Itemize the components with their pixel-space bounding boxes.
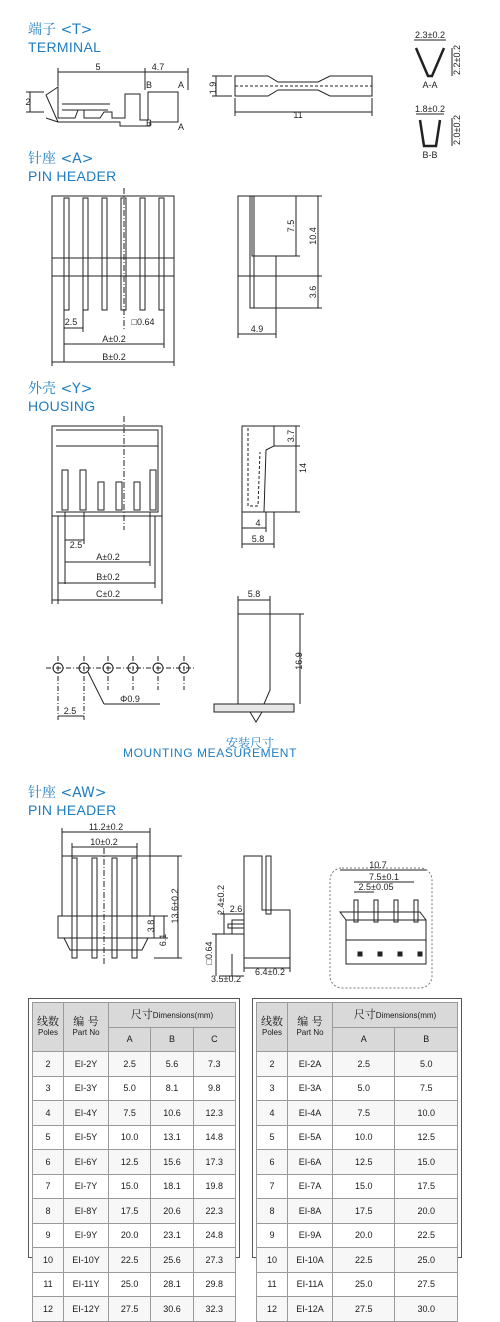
housing-side	[242, 426, 300, 548]
term-mark-a-bottom: A	[178, 122, 185, 132]
table-cell: 27.5	[333, 1297, 395, 1322]
col-part-no: 编 号 Part No	[288, 1003, 333, 1052]
mounting-title-en: MOUNTING MEASUREMENT	[123, 746, 297, 760]
table-cell: 23.1	[151, 1223, 193, 1248]
table-y-body	[33, 1052, 236, 1322]
pha-dim-sq: □0.64	[131, 317, 155, 327]
table-cell: 5.6	[151, 1052, 193, 1077]
pin-header-a-title-en: PIN HEADER	[28, 168, 117, 184]
table-row	[33, 1052, 236, 1077]
table-cell: 12	[257, 1297, 288, 1322]
table-cell: 22.5	[109, 1248, 151, 1273]
table-cell: EI-11Y	[64, 1272, 109, 1297]
table-cell: EI-7Y	[64, 1174, 109, 1199]
table-row	[257, 1125, 458, 1150]
hsg-dim-4: 4	[255, 518, 261, 528]
mnt-dim-5-8: 5.8	[247, 589, 261, 599]
table-cell: EI-2A	[288, 1052, 333, 1077]
table-cell: 8	[257, 1199, 288, 1224]
col-dimensions: 尺寸Dimensions(mm)	[109, 1003, 236, 1028]
table-cell: EI-8Y	[64, 1199, 109, 1224]
table-cell: 20.0	[333, 1223, 395, 1248]
table-cell: 20.0	[395, 1199, 458, 1224]
table-cell: 8.1	[151, 1076, 193, 1101]
table-cell: 6	[257, 1150, 288, 1175]
aw-dim-6-1: 6.1	[158, 933, 168, 947]
table-cell: 6	[33, 1150, 64, 1175]
table-cell: 7	[257, 1174, 288, 1199]
table-cell: 8	[33, 1199, 64, 1224]
table-cell: 20.6	[151, 1199, 193, 1224]
table-cell: 9.8	[193, 1076, 235, 1101]
table-a	[256, 1002, 458, 1322]
pha-dim-3-6: 3.6	[308, 285, 318, 299]
term-dim-2: 2	[25, 97, 31, 107]
table-cell: 29.8	[193, 1272, 235, 1297]
table-cell: 2	[257, 1052, 288, 1077]
mounting-side	[214, 596, 304, 722]
hsg-dim-5-8: 5.8	[251, 534, 265, 544]
hsg-dim-14: 14	[298, 462, 308, 474]
hsg-dim-a: A±0.2	[96, 552, 120, 562]
col-poles: 线数 Poles	[33, 1003, 64, 1052]
term-dim-4-7: 4.7	[151, 62, 165, 72]
table-cell: 10	[33, 1248, 64, 1273]
table-cell: 7.5	[333, 1101, 395, 1126]
aw-dim-10-7: 10.7	[369, 860, 387, 870]
table-row	[257, 1223, 458, 1248]
aw-dim-3-5: 3.5±0.2	[211, 974, 241, 984]
term-mark-b-bottom: B	[146, 118, 153, 128]
table-cell: 3	[33, 1076, 64, 1101]
bb-width: 1.8±0.2	[415, 104, 445, 114]
housing-slots	[62, 470, 156, 510]
bb-label: B-B	[422, 150, 438, 160]
table-cell: EI-10Y	[64, 1248, 109, 1273]
terminal-title-en: TERMINAL	[28, 39, 102, 55]
aw-dim-3-8: 3.8	[146, 919, 156, 933]
table-cell: EI-6Y	[64, 1150, 109, 1175]
table-cell: 17.5	[333, 1199, 395, 1224]
table-row	[33, 1199, 236, 1224]
bb-height: 2.0±0.2	[452, 115, 462, 145]
pha-dim-a: A±0.2	[102, 334, 126, 344]
section-bb-view	[416, 114, 452, 146]
aw-dim-2-5: 2.5±0.05	[358, 882, 394, 892]
table-cell: EI-7A	[288, 1174, 333, 1199]
table-row	[257, 1150, 458, 1175]
table-cell: 17.5	[395, 1174, 458, 1199]
table-cell: EI-5A	[288, 1125, 333, 1150]
table-cell: 5	[257, 1125, 288, 1150]
aw-dim-0-64: □0.64	[204, 941, 214, 965]
table-cell: EI-11A	[288, 1272, 333, 1297]
table-cell: EI-9Y	[64, 1223, 109, 1248]
table-cell: 4	[257, 1101, 288, 1126]
table-cell: 18.1	[151, 1174, 193, 1199]
table-cell: 13.1	[151, 1125, 193, 1150]
table-cell: 17.5	[109, 1199, 151, 1224]
table-cell: 12.3	[193, 1101, 235, 1126]
table-cell: 7.3	[193, 1052, 235, 1077]
table-cell: 12.5	[109, 1150, 151, 1175]
table-cell: 12	[33, 1297, 64, 1322]
table-cell: 25.6	[151, 1248, 193, 1273]
housing-title-en: HOUSING	[28, 398, 96, 414]
col-a: A	[333, 1027, 395, 1052]
table-cell: 3	[257, 1076, 288, 1101]
table-cell: EI-5Y	[64, 1125, 109, 1150]
table-cell: 12.5	[333, 1150, 395, 1175]
pin-header-aw-title-en: PIN HEADER	[28, 802, 117, 818]
table-a-body	[257, 1052, 458, 1322]
mnt-dim-2-5: 2.5	[63, 706, 77, 716]
table-cell: 25.0	[109, 1272, 151, 1297]
aw-dim-10: 10±0.2	[90, 837, 118, 847]
hsg-dim-3-7: 3.7	[286, 429, 296, 443]
table-cell: EI-9A	[288, 1223, 333, 1248]
pin-header-a-side	[238, 196, 322, 338]
table-row	[33, 1101, 236, 1126]
table-cell: 24.8	[193, 1223, 235, 1248]
table-cell: 11	[33, 1272, 64, 1297]
term-mark-a-top: A	[178, 80, 185, 90]
pin-header-aw-side	[212, 856, 290, 976]
table-cell: 32.3	[193, 1297, 235, 1322]
col-a: A	[109, 1027, 151, 1052]
pin-header-a-title-cn: 针座 <A>	[28, 151, 94, 167]
table-row	[33, 1297, 236, 1322]
pha-dim-7-5: 7.5	[286, 219, 296, 233]
table-cell: 5.0	[395, 1052, 458, 1077]
table-row	[33, 1076, 236, 1101]
table-cell: 2.5	[109, 1052, 151, 1077]
table-row	[33, 1125, 236, 1150]
table-cell: 9	[257, 1223, 288, 1248]
table-row	[257, 1101, 458, 1126]
table-row	[33, 1248, 236, 1273]
table-cell: 10	[257, 1248, 288, 1273]
aa-width: 2.3±0.2	[415, 30, 445, 40]
housing-title-cn: 外壳 <Y>	[28, 381, 93, 397]
table-cell: EI-3Y	[64, 1076, 109, 1101]
hsg-dim-b: B±0.2	[96, 572, 120, 582]
terminal-side-view	[26, 68, 188, 126]
table-cell: 9	[33, 1223, 64, 1248]
table-row	[257, 1174, 458, 1199]
col-b: B	[395, 1027, 458, 1052]
aa-label: A-A	[422, 80, 438, 90]
table-cell: 25.0	[395, 1248, 458, 1273]
table-cell: 5	[33, 1125, 64, 1150]
table-cell: EI-12A	[288, 1297, 333, 1322]
table-cell: 10.0	[109, 1125, 151, 1150]
aa-height: 2.2±0.2	[452, 45, 462, 75]
table-cell: 15.0	[395, 1150, 458, 1175]
table-cell: 2.5	[333, 1052, 395, 1077]
aw-dim-2-4: 2.4±0.2	[216, 885, 226, 915]
aw-dim-2-6: 2.6	[229, 904, 243, 914]
table-cell: EI-3A	[288, 1076, 333, 1101]
table-y	[32, 1002, 236, 1322]
table-cell: EI-6A	[288, 1150, 333, 1175]
table-cell: 10.0	[395, 1101, 458, 1126]
table-row	[257, 1248, 458, 1273]
table-row	[257, 1076, 458, 1101]
terminal-title-cn: 端子 <T>	[28, 22, 93, 38]
table-cell: EI-10A	[288, 1248, 333, 1273]
col-part-no: 编 号 Part No	[64, 1003, 109, 1052]
table-cell: 2	[33, 1052, 64, 1077]
table-cell: EI-4A	[288, 1101, 333, 1126]
aw-dim-7-5: 7.5±0.1	[369, 872, 399, 882]
table-cell: 28.1	[151, 1272, 193, 1297]
col-b: B	[151, 1027, 193, 1052]
section-aa-view	[414, 40, 452, 76]
col-c: C	[193, 1027, 235, 1052]
table-cell: EI-2Y	[64, 1052, 109, 1077]
hsg-dim-2-5: 2.5	[69, 540, 83, 550]
pha-dim-4-9: 4.9	[250, 324, 264, 334]
table-cell: 15.6	[151, 1150, 193, 1175]
term-dim-5: 5	[95, 62, 101, 72]
table-row	[257, 1297, 458, 1322]
table-cell: 25.0	[333, 1272, 395, 1297]
table-cell: 27.3	[193, 1248, 235, 1273]
term-mark-b-top: B	[146, 80, 153, 90]
table-cell: 7	[33, 1174, 64, 1199]
term-dim-11: 11	[293, 110, 303, 120]
table-row	[33, 1174, 236, 1199]
table-row	[33, 1150, 236, 1175]
table-row	[257, 1199, 458, 1224]
table-cell: 4	[33, 1101, 64, 1126]
col-dimensions: 尺寸Dimensions(mm)	[333, 1003, 458, 1028]
table-cell: 22.5	[395, 1223, 458, 1248]
mounting-title-cn: 安装尺寸	[225, 736, 274, 750]
table-cell: 27.5	[395, 1272, 458, 1297]
aw-dim-11-2: 11.2±0.2	[88, 822, 124, 832]
table-cell: 5.0	[333, 1076, 395, 1101]
terminal-top-view	[212, 76, 372, 116]
pha-dim-2-5: 2.5	[64, 317, 78, 327]
table-cell: 14.8	[193, 1125, 235, 1150]
table-cell: 7.5	[395, 1076, 458, 1101]
table-cell: 10.0	[333, 1125, 395, 1150]
table-cell: 15.0	[333, 1174, 395, 1199]
pin-header-a-pins	[64, 198, 164, 310]
mnt-dim-hole: Φ0.9	[120, 694, 140, 704]
pha-dim-10-4: 10.4	[308, 227, 318, 245]
table-cell: 27.5	[109, 1297, 151, 1322]
term-dim-1-9: 1.9	[208, 81, 218, 95]
table-cell: 22.3	[193, 1199, 235, 1224]
table-cell: 10.6	[151, 1101, 193, 1126]
table-cell: 7.5	[109, 1101, 151, 1126]
table-cell: 19.8	[193, 1174, 235, 1199]
table-cell: 15.0	[109, 1174, 151, 1199]
table-cell: 22.5	[333, 1248, 395, 1273]
table-row	[33, 1272, 236, 1297]
col-poles: 线数 Poles	[257, 1003, 288, 1052]
pha-dim-b: B±0.2	[102, 352, 126, 362]
table-row	[257, 1272, 458, 1297]
table-row	[257, 1052, 458, 1077]
pin-header-aw-title-cn: 针座 <AW>	[28, 785, 107, 801]
aw-dim-13-6: 13.6±0.2	[170, 888, 180, 924]
table-cell: EI-12Y	[64, 1297, 109, 1322]
table-cell: 30.0	[395, 1297, 458, 1322]
aw-dim-6-4: 6.4±0.2	[255, 967, 285, 977]
table-cell: 11	[257, 1272, 288, 1297]
table-cell: 20.0	[109, 1223, 151, 1248]
table-cell: 17.3	[193, 1150, 235, 1175]
table-cell: 12.5	[395, 1125, 458, 1150]
mnt-dim-16-9: 16.9	[294, 652, 304, 670]
table-cell: 30.6	[151, 1297, 193, 1322]
table-cell: EI-8A	[288, 1199, 333, 1224]
table-cell: 5.0	[109, 1076, 151, 1101]
hsg-dim-c: C±0.2	[96, 589, 120, 599]
table-row	[33, 1223, 236, 1248]
table-cell: EI-4Y	[64, 1101, 109, 1126]
